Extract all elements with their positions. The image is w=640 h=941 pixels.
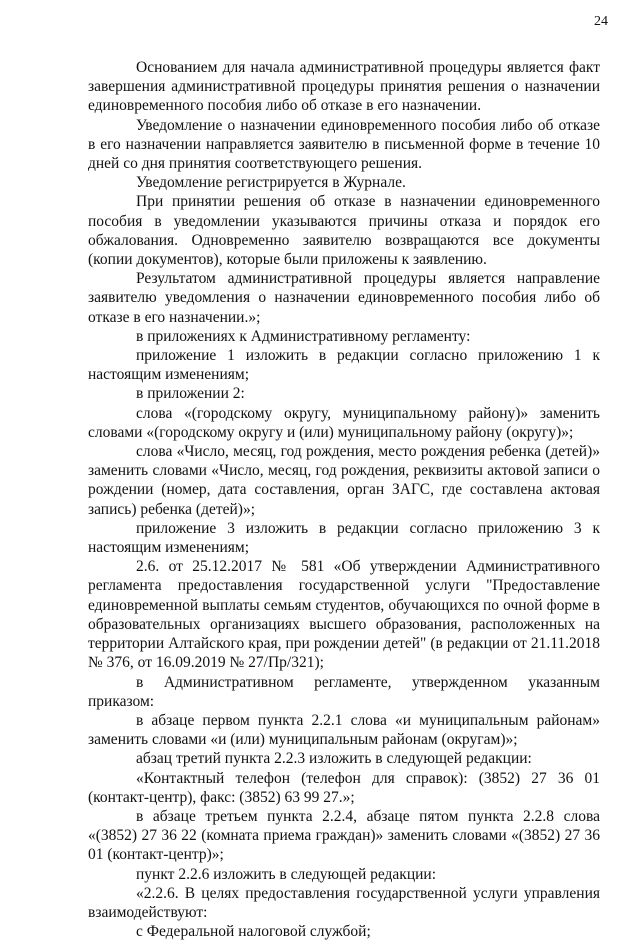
paragraph: слова «Число, месяц, год рождения, место рождения ребенка (детей)» заменить словами «Число, месяц, год рождения, реквизиты актовой записи о рождении (номер, дата составления, орган ЗАГС, где составлена актовая запись) ребенка (детей)»; [88, 443, 600, 518]
page-number: 24 [594, 14, 608, 29]
paragraph: Результатом административной процедуры является направление заявителю уведомления о назначении единовременного пособия либо об отказе в его назначении.»; [88, 270, 600, 326]
paragraph: Основанием для начала административной процедуры является факт завершения административной процедуры принятия решения о назначении единовременного пособия либо об отказе в его назначении. [88, 59, 600, 115]
paragraph: в приложениях к Административному регламенту: [136, 327, 471, 345]
paragraph: При принятии решения об отказе в назначении единовременного пособия в уведомлении указываются причины отказа и порядок его обжалования. Одновременно заявителю возвращаются все документы (копии документов), которые были приложены к заявлению. [88, 193, 600, 269]
paragraph: в приложении 2: [136, 385, 245, 403]
paragraph: Уведомление регистрируется в Журнале. [136, 174, 406, 192]
paragraph: абзац третий пункта 2.2.3 изложить в следующей редакции: [136, 750, 532, 768]
paragraph: «Контактный телефон (телефон для справок): (3852) 27 36 01 (контакт-центр), факс: (3852) 63 99 27.»; [88, 769, 600, 806]
paragraph: с Федеральной налоговой службой; [136, 923, 371, 941]
paragraph: слова «(городскому округу, муниципальному району)» заменить словами «(городскому округу и (или) муниципальному району (округу)»; [88, 404, 600, 441]
paragraph: в абзаце третьем пункта 2.2.4, абзаце пятом пункта 2.2.8 слова «(3852) 27 36 22 (комната приема граждан)» заменить словами «(3852) 27 36 01 (контакт-центр)»; [88, 807, 600, 864]
paragraph: Уведомление о назначении единовременного пособия либо об отказе в его назначении направляется заявителю в письменной форме в течение 10 дней со дня принятия соответствующего решения. [88, 116, 600, 173]
paragraph: приложение 3 изложить в редакции согласно приложению 3 к настоящим изменениям; [88, 519, 600, 557]
paragraph: в Административном регламенте, утвержденном указанным приказом: [88, 673, 600, 710]
paragraph: приложение 1 изложить в редакции согласно приложению 1 к настоящим изменениям; [88, 347, 600, 384]
document-body [88, 58, 600, 941]
paragraph: в абзаце первом пункта 2.2.1 слова «и муниципальным районам» заменить словами «и (или) муниципальным районам (округам)»; [88, 711, 600, 749]
paragraph: пункт 2.2.6 изложить в следующей редакции: [136, 865, 437, 883]
paragraph: 2.6. от 25.12.2017 № 581 «Об утверждении Административного регламента предоставления государственной услуги "Предоставление единовременной выплаты семьям студентов, обучающихся по очной форме в образовательных организациях высшего образования, расположенных на территории Алтайского края, при рождении детей" (в редакции от 21.11.2018 № 376, от 16.09.2019 № 27/Пр/321); [88, 558, 600, 672]
paragraph: «2.2.6. В целях предоставления государственной услуги управления взаимодействуют: [88, 884, 600, 921]
